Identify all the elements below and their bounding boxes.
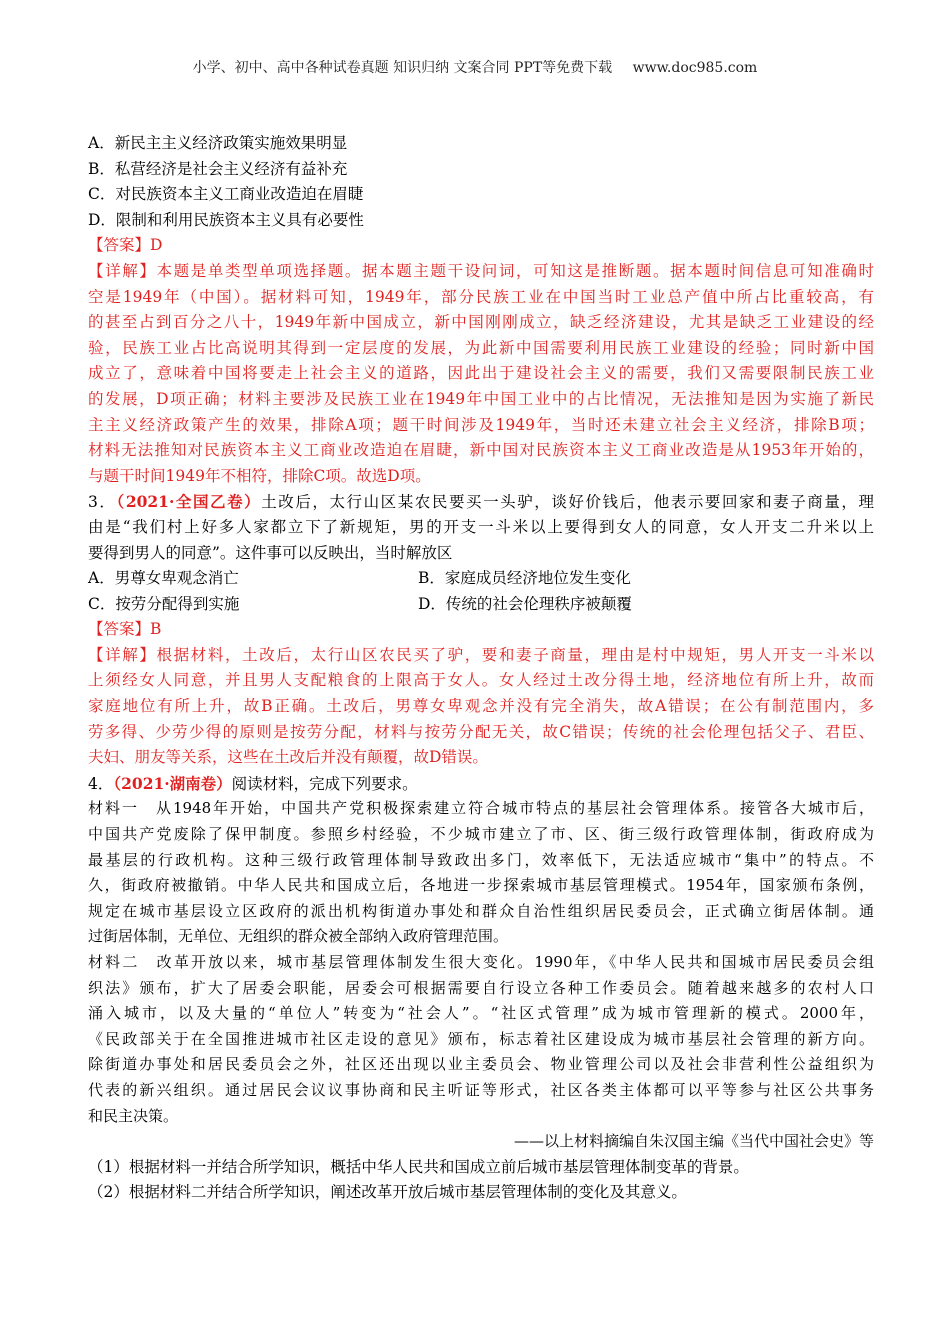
text-line <box>88 259 874 285</box>
text-line <box>88 924 874 950</box>
line-text: D．限制和利用民族资本主义具有必要性 <box>88 210 364 229</box>
text-line <box>88 873 874 899</box>
answer-value: B <box>150 620 162 639</box>
line-text: 和民主决策。 <box>88 1106 179 1125</box>
line-text: 验，民族工业占比高说明其得到一定层度的发展，为此新中国需要利用民族工业建设的经验；同时新中国 <box>88 338 874 357</box>
text-line <box>88 1052 874 1078</box>
text-line <box>88 1001 874 1027</box>
text-line <box>88 668 874 694</box>
text-line <box>88 336 874 362</box>
line-text: 本题是单类型单项选择题。据本题主题干设问词，可知这是推断题。据本题时间信息可知准确时 <box>156 261 874 280</box>
text-line <box>88 310 874 336</box>
q2-answer <box>88 233 874 259</box>
text-line <box>88 182 874 208</box>
line-text: 材料二 改革开放以来，城市基层管理体制发生很大变化。1990年，《中华人民共和国城市居民委员会组 <box>88 953 874 971</box>
line-text: 上须经女人同意，并且男人支配粮食的上限高于女人。女人经过土改分得土地，经济地位有所上升，故而 <box>88 671 874 690</box>
text-line <box>88 361 874 387</box>
q4-question-1: （1）根据材料一并结合所学知识，概括中华人民共和国成立前后城市基层管理体制变革的背景。 <box>88 1157 749 1176</box>
line-text: 规定在城市基层设立区政府的派出机构街道办事处和群众自治性组织居民委员会，正式确立街居体制。通 <box>88 901 874 920</box>
line-text: 最基层的行政机构。这种三级行政管理体制导致政出多门，效率低下，无法适应城市“集中”的特点。不 <box>88 850 874 869</box>
text-line <box>88 1078 874 1104</box>
material-one <box>88 796 874 950</box>
header-text: 小学、初中、高中各种试卷真题 知识归纳 文案合同 PPT等免费下载 <box>192 60 613 76</box>
line-text: 的甚至占到百分之八十，1949年新中国成立，新中国刚刚成立，缺乏经济建设，尤其是缺乏工业建设的经 <box>88 313 874 332</box>
text-line <box>88 1104 874 1130</box>
q3-option-b: B．家庭成员经济地位发生变化 <box>418 569 631 588</box>
text-line <box>88 643 874 669</box>
line-text: 与题干时间1949年不相符，排除C项。故选D项。 <box>88 466 431 485</box>
line-text: 成立了，意味着中国将要走上社会主义的道路，因此出于建设社会主义的需要，我们又需要限制民族工业 <box>88 364 874 383</box>
explain-label: 【详解】 <box>88 645 157 664</box>
line-text: 劳多得、少劳少得的原则是按劳分配，材料与按劳分配无关，故C错误；传统的社会伦理包括父子、君臣、 <box>88 722 874 741</box>
q3-option-a: A．男尊女卑观念消亡 <box>88 569 239 588</box>
text-line <box>88 694 874 720</box>
line-text: 过街居体制，无单位、无组织的群众被全部纳入政府管理范围。 <box>88 927 509 946</box>
material-two <box>88 950 874 1129</box>
material-citation: ——以上材料摘编自朱汉国主编《当代中国社会史》等 <box>513 1132 874 1151</box>
text-line <box>88 413 874 439</box>
answer-label: 【答案】 <box>88 620 151 639</box>
q3-options-row-2 <box>88 592 874 618</box>
text-line <box>88 285 874 311</box>
line-text: 中国共产党废除了保甲制度。参照乡村经验，不少城市建立了市、区、街三级行政管理体制，街政府成为 <box>88 825 874 844</box>
line-text: 涌入城市，以及大量的“单位人”转变为“社会人”。“社区式管理”成为城市管理新的模式。2000年， <box>88 1004 874 1023</box>
q4-question-2: （2）根据材料二并结合所学知识，阐述改革开放后城市基层管理体制的变化及其意义。 <box>88 1183 687 1202</box>
text-line <box>88 541 874 567</box>
q3-option-d: D．传统的社会伦理秩序被颠覆 <box>418 594 632 613</box>
text-line <box>88 489 874 515</box>
line-text: 夫妇、朋友等关系，这些在土改后并没有颠覆，故D错误。 <box>88 748 488 767</box>
text-line <box>88 899 874 925</box>
text-line <box>88 438 874 464</box>
line-text: 土改后，太行山区某农民要买一头驴，谈好价钱后，他表示要回家和妻子商量，理 <box>261 493 874 512</box>
text-line <box>88 745 874 771</box>
question-text: 阅读材料，完成下列要求。 <box>231 774 418 793</box>
q3-options-row-1 <box>88 566 874 592</box>
text-line <box>88 848 874 874</box>
line-text: 根据材料，土改后，太行山区农民买了驴，要和妻子商量，理由是村中规矩，男人开支一斗米以 <box>156 645 874 664</box>
text-line <box>88 950 874 976</box>
answer-value: D <box>150 236 163 255</box>
line-text: C．对民族资本主义工商业改造迫在眉睫 <box>88 185 364 204</box>
text-line <box>88 157 874 183</box>
q4-stem <box>88 771 874 797</box>
line-text: 家庭地位有所上升，故B正确。土改后，男尊女卑观念并没有完全消失，故A错误；在公有制范围内，多 <box>88 697 874 716</box>
text-line <box>88 208 874 234</box>
line-text: 主主义经济政策产生的效果，排除A项；题干时间涉及1949年，当时还未建立社会主义经济，排除B项； <box>88 415 874 434</box>
question-number: 4． <box>88 774 114 793</box>
line-text: 材料一 从1948年开始，中国共产党积极探索建立符合城市特点的基层社会管理体系。接管各大城市后， <box>88 799 874 818</box>
answer-label: 【答案】 <box>88 236 151 255</box>
line-text: 代表的新兴组织。通过居民会议议事协商和民主听证等形式，社区各类主体都可以平等参与社区公共事务 <box>88 1080 874 1099</box>
line-text: 材料无法推知对民族资本主义工商业改造迫在眉睫，新中国对民族资本主义工商业改造是从1953年开始的， <box>88 441 874 460</box>
question-source: （2021·全国乙卷） <box>116 492 262 512</box>
text-line <box>88 822 874 848</box>
text-line <box>88 976 874 1002</box>
text-line <box>88 796 874 822</box>
line-text: B．私营经济是社会主义经济有益补充 <box>88 159 348 178</box>
line-text: 《民政部关于在全国推进城市社区走设的意见》颁布，标志着社区建设成为城市基层社会管理的新方向。 <box>88 1029 874 1048</box>
q3-explanation <box>88 643 874 771</box>
explain-label: 【详解】 <box>88 261 157 280</box>
document-body <box>88 131 874 1206</box>
q3-option-c: C．按劳分配得到实施 <box>88 594 240 613</box>
page-header <box>0 57 950 77</box>
question-number: 3． <box>88 493 117 512</box>
line-text: 由是“我们村上好多人家都立下了新规矩，男的开支一斗米以上要得到女人的同意，女人开支二升米以上 <box>88 517 874 536</box>
line-text: 空是1949年（中国）。据材料可知，1949年，部分民族工业在中国当时工业总产值中所占比重较高，有 <box>88 287 874 306</box>
question-source: （2021·湖南卷） <box>113 773 232 793</box>
line-text: 要得到男人的同意”。这件事可以反映出，当时解放区 <box>88 543 453 562</box>
line-text: A．新民主主义经济政策实施效果明显 <box>88 134 348 152</box>
line-text: 的发展，D项正确；材料主要涉及民族工业在1949年中国工业中的占比情况，无法推知是因为实施了新民 <box>88 389 874 408</box>
text-line <box>88 464 874 490</box>
text-line <box>88 1027 874 1053</box>
line-text: 除街道办事处和居民委员会之外，社区还出现以业主委员会、物业管理公司以及社会非营利性公益组织为 <box>88 1055 874 1074</box>
text-line <box>88 720 874 746</box>
text-line <box>88 131 874 157</box>
q2-explanation <box>88 259 874 489</box>
q3-stem <box>88 489 874 566</box>
text-line <box>88 515 874 541</box>
header-url: www.doc985.com <box>632 60 758 76</box>
line-text: 织法》颁布，扩大了居委会职能，居委会可根据需要自行设立各种工作委员会。随着越来越多的农村人口 <box>88 978 874 997</box>
line-text: 久，街政府被撤销。中华人民共和国成立后，各地进一步探索城市基层管理模式。1954年，国家颁布条例， <box>88 876 874 895</box>
text-line <box>88 387 874 413</box>
q2-options <box>88 131 874 233</box>
q3-answer <box>88 617 874 643</box>
